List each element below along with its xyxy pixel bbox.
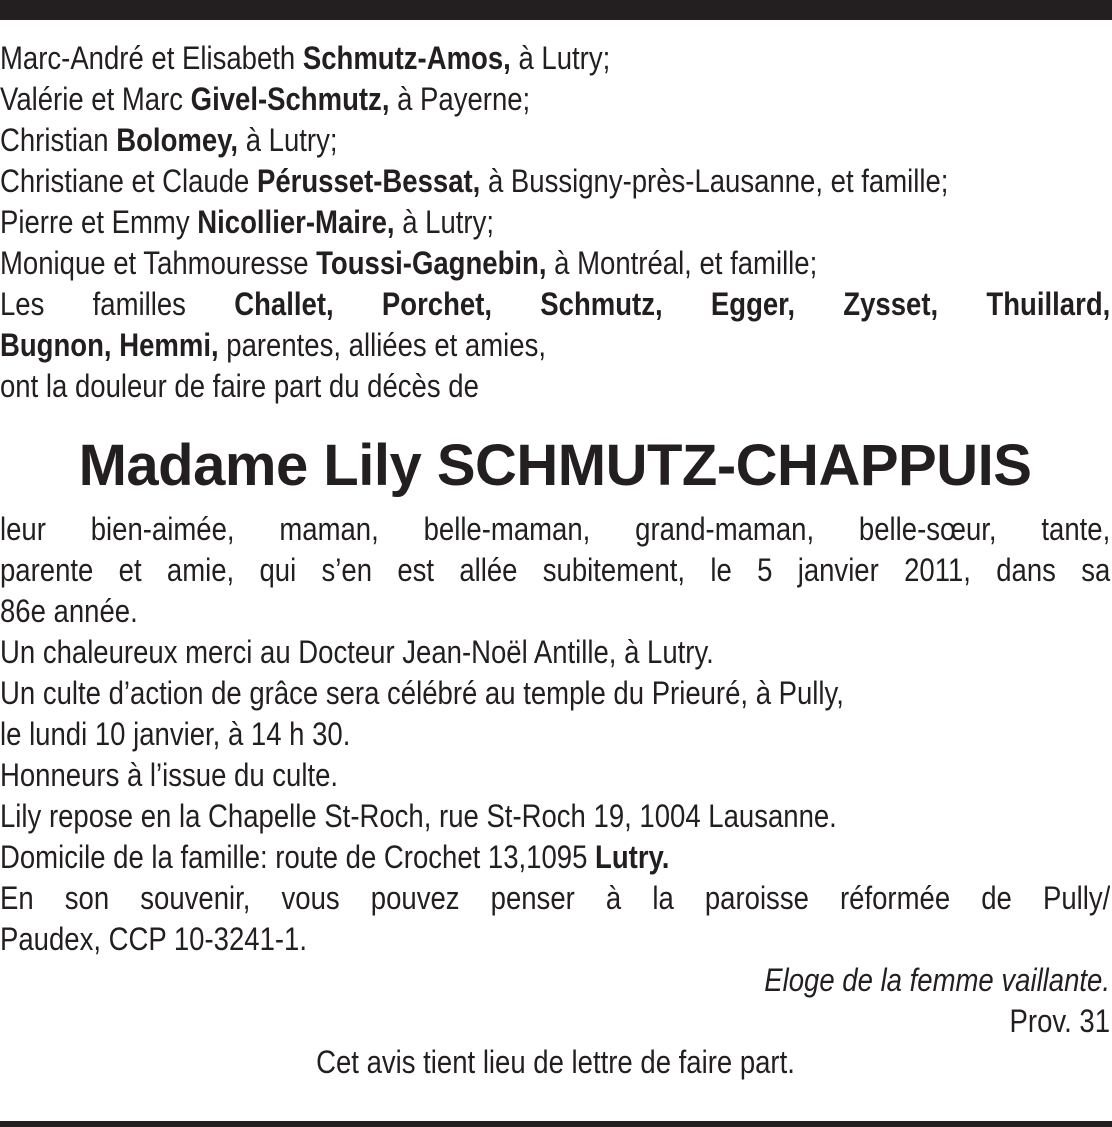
family-line-2 — [0, 79, 1110, 120]
families-label: Les familles — [0, 286, 235, 322]
body-line-5: Un culte d’action de grâce sera célébré au temple du Prieuré, à Pully, — [0, 675, 844, 711]
family-line-text: Valérie et Marc — [0, 81, 191, 117]
body-line-8: Lily repose en la Chapelle St-Roch, rue St-Roch 19, 1004 Lausanne. — [0, 798, 837, 834]
body-line-6: le lundi 10 janvier, à 14 h 30. — [0, 716, 351, 752]
souvenir-line-2: Paudex, CCP 10-3241-1. — [0, 921, 307, 957]
families-line-2 — [0, 325, 1110, 366]
souvenir-line-1: En son souvenir, vous pouvez penser à la paroisse réformée de Pully/ — [0, 880, 1111, 916]
family-line-4 — [0, 161, 1110, 202]
family-name: Bolomey, — [116, 122, 239, 158]
family-line-3 — [0, 120, 1110, 161]
families-names: Challet, Porchet, Schmutz, Egger, Zysset, Thuillard, — [234, 286, 1111, 322]
domicile-town: Lutry. — [595, 839, 670, 875]
family-line-text: Pierre et Emmy — [0, 204, 198, 240]
families-names-cont: Bugnon, Hemmi, — [0, 327, 219, 363]
body-line-3: 86e année. — [0, 593, 138, 629]
families-relations: parentes, alliées et amies, — [218, 327, 546, 363]
family-line-text: Christiane et Claude — [0, 163, 257, 199]
family-location: à Bussigny-près-Lausanne, et famille; — [480, 163, 949, 199]
body-line-7: Honneurs à l’issue du culte. — [0, 757, 339, 793]
body-line-2: parente et amie, qui s’en est allée subitement, le 5 janvier 2011, dans sa — [0, 552, 1111, 588]
family-line-5 — [0, 202, 1110, 243]
family-location: à Lutry; — [394, 204, 494, 240]
family-location: à Montréal, et famille; — [546, 245, 818, 281]
family-location: à Lutry; — [510, 40, 611, 76]
family-line-1 — [0, 38, 1110, 79]
family-name: Givel-Schmutz, — [190, 81, 390, 117]
family-location: à Lutry; — [238, 122, 338, 158]
closing-line: Cet avis tient lieu de lettre de faire part. — [316, 1044, 795, 1080]
deceased-name: Madame Lily SCHMUTZ-CHAPPUIS — [78, 433, 1032, 498]
quote-reference: Prov. 31 — [1009, 1003, 1110, 1039]
announce-line: ont la douleur de faire part du décès de — [0, 368, 479, 404]
top-rule — [0, 0, 1112, 20]
bottom-rule — [0, 1121, 1112, 1127]
family-line-text: Christian — [0, 122, 117, 158]
family-line-text: Marc-André et Elisabeth — [0, 40, 303, 76]
family-line-6 — [0, 243, 1110, 284]
domicile-address: Domicile de la famille: route de Crochet 13,1095 — [0, 839, 596, 875]
family-name: Toussi-Gagnebin, — [316, 245, 547, 281]
family-location: à Payerne; — [389, 81, 531, 117]
family-name: Schmutz-Amos, — [302, 40, 511, 76]
death-notice — [0, 38, 1110, 1083]
quote: Eloge de la femme vaillante. — [764, 962, 1110, 998]
families-line — [0, 284, 1110, 325]
body-line-4: Un chaleureux merci au Docteur Jean-Noël Antille, à Lutry. — [0, 634, 714, 670]
family-name: Nicollier-Maire, — [197, 204, 395, 240]
family-line-text: Monique et Tahmouresse — [0, 245, 317, 281]
domicile-line — [0, 837, 1110, 878]
body-line-1: leur bien-aimée, maman, belle-maman, grand-maman, belle-sœur, tante, — [0, 511, 1111, 547]
family-name: Pérusset-Bessat, — [256, 163, 481, 199]
